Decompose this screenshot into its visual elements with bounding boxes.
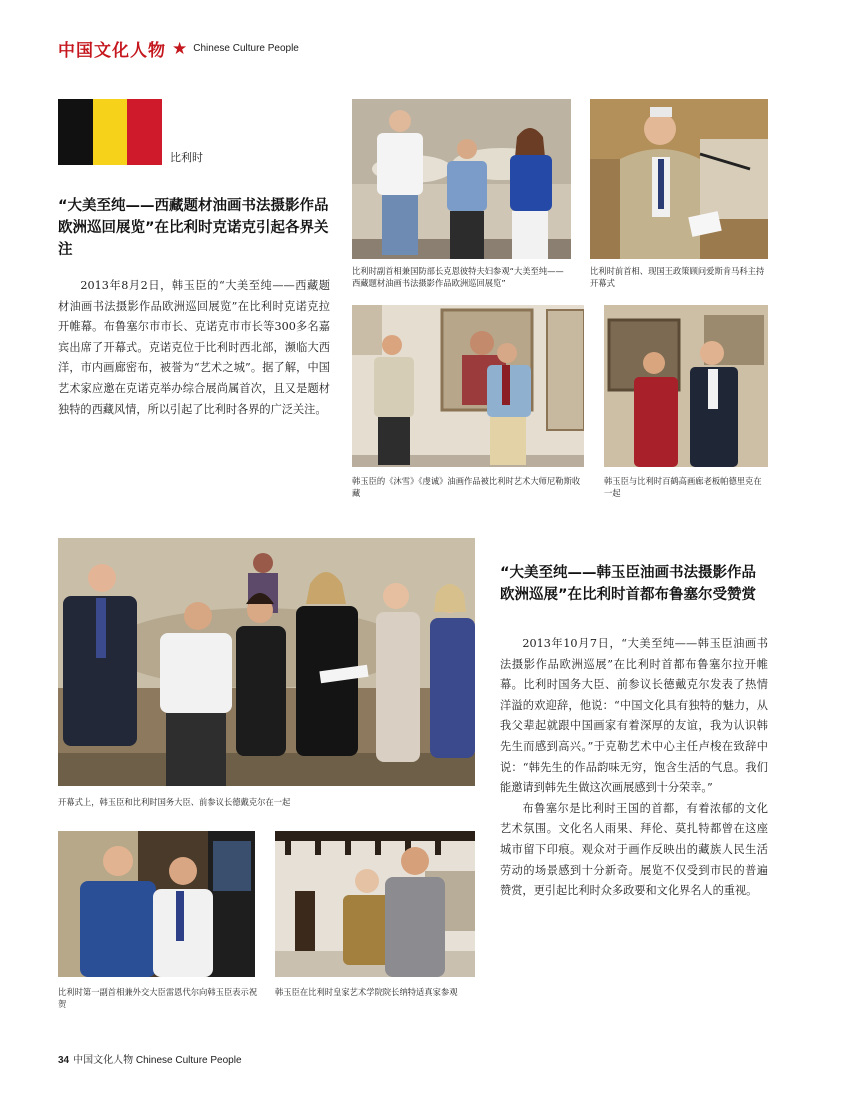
footer-magazine-name: 中国文化人物 Chinese Culture People bbox=[73, 1055, 242, 1066]
caption-photo3: 韩玉臣的《沐雪》《虔诚》油画作品被比利时艺术大师尼勒斯收藏 bbox=[352, 476, 581, 498]
page-footer bbox=[58, 1051, 242, 1066]
section2-paragraph-1: 2013年10月7日，“大美至纯——韩玉臣油画书法摄影作品欧洲巡展”在比利时首都布鲁塞尔拉开帷幕。比利时国务大臣、前参议长德戴克尔发表了热情洋溢的欢迎辞，他说：“中国文化具有独特的魅力，从我父辈起就跟中国画家有着深厚的友谊，我为认识韩先生而感到高兴。”于克勒艺术中心主任卢梭在致辞中说：“韩先生的作品韵味无穷，饱含生活的气息。我们能邀请到韩先生做这次画展感到十分荣幸。” bbox=[500, 637, 768, 795]
caption-photo5: 开幕式上，韩玉臣和比利时国务大臣、前参议长德戴克尔在一起 bbox=[58, 797, 291, 807]
belgium-flag-icon bbox=[58, 99, 162, 165]
section1-title: “大美至纯——西藏题材油画书法摄影作品欧洲巡回展览”在比利时克诺克引起各界关注 bbox=[58, 198, 329, 258]
caption-photo7: 韩玉臣在比利时皇家艺术学院院长纳特适真家参观 bbox=[275, 987, 458, 997]
caption-photo6: 比利时第一副首相兼外交大臣雷恩代尔向韩玉臣表示祝贺 bbox=[58, 987, 258, 1009]
flag-stripe-red bbox=[127, 99, 162, 165]
photo-congratulations bbox=[58, 831, 255, 977]
photo-studio-visit bbox=[275, 831, 475, 977]
caption-photo4: 韩玉臣与比利时百鹤高画廊老板帕德里克在一起 bbox=[604, 476, 762, 498]
section1-body bbox=[58, 276, 330, 420]
section2-title: “大美至纯——韩玉臣油画书法摄影作品欧洲巡展”在比利时首都布鲁塞尔受赞赏 bbox=[500, 565, 757, 603]
section2-body bbox=[500, 634, 768, 902]
section1-paragraph: 2013年8月2日，韩玉臣的“大美至纯——西藏题材油画书法摄影作品欧洲巡回展览”在比利时克诺克拉开帷幕。布鲁塞尔市市长、克诺克市市长等300多名嘉宾出席了开幕式。克诺克位于比利时西北部，濒临大西洋，市内画廊密布，被誉为“艺术之城”。据了解，中国艺术家应邀在克诺克举办综合展尚属首次，且又是题材独特的西藏风情，所以引起了比利时各界的广泛关注。 bbox=[58, 279, 330, 416]
country-label: 比利时 bbox=[170, 152, 203, 164]
flag-stripe-yellow bbox=[93, 99, 128, 165]
magazine-title-cn: 中国文化人物 bbox=[58, 41, 166, 61]
page-number: 34 bbox=[58, 1055, 70, 1066]
star-icon: ★ bbox=[172, 38, 188, 59]
photo-speaker-podium bbox=[590, 99, 768, 259]
masthead bbox=[58, 36, 299, 61]
flag-stripe-black bbox=[58, 99, 93, 165]
photo-visitors-gallery bbox=[352, 99, 571, 259]
section2-paragraph-2: 布鲁塞尔是比利时王国的首都，有着浓郁的文化艺术氛围。文化名人雨果、拜伦、莫扎特都曾在这座城市留下印痕。观众对于画作反映出的藏族人民生活劳动的场景感到十分新奇。展览不仅受到市民的普遍赞赏，更引起比利时众多政要和文化界名人的重视。 bbox=[500, 801, 768, 898]
caption-photo1: 比利时副首相兼国防部长克恩彼特夫妇参观“大美至纯——西藏题材油画书法摄影作品欧洲巡回展览” bbox=[352, 266, 564, 288]
photo-opening-ceremony bbox=[58, 538, 475, 786]
photo-collector-paintings bbox=[352, 305, 584, 467]
photo-gallery-owner bbox=[604, 305, 768, 467]
magazine-title-en: Chinese Culture People bbox=[193, 43, 299, 54]
caption-photo2: 比利时前首相、现国王政策顾问爱斯肯马科主持开幕式 bbox=[590, 266, 765, 288]
